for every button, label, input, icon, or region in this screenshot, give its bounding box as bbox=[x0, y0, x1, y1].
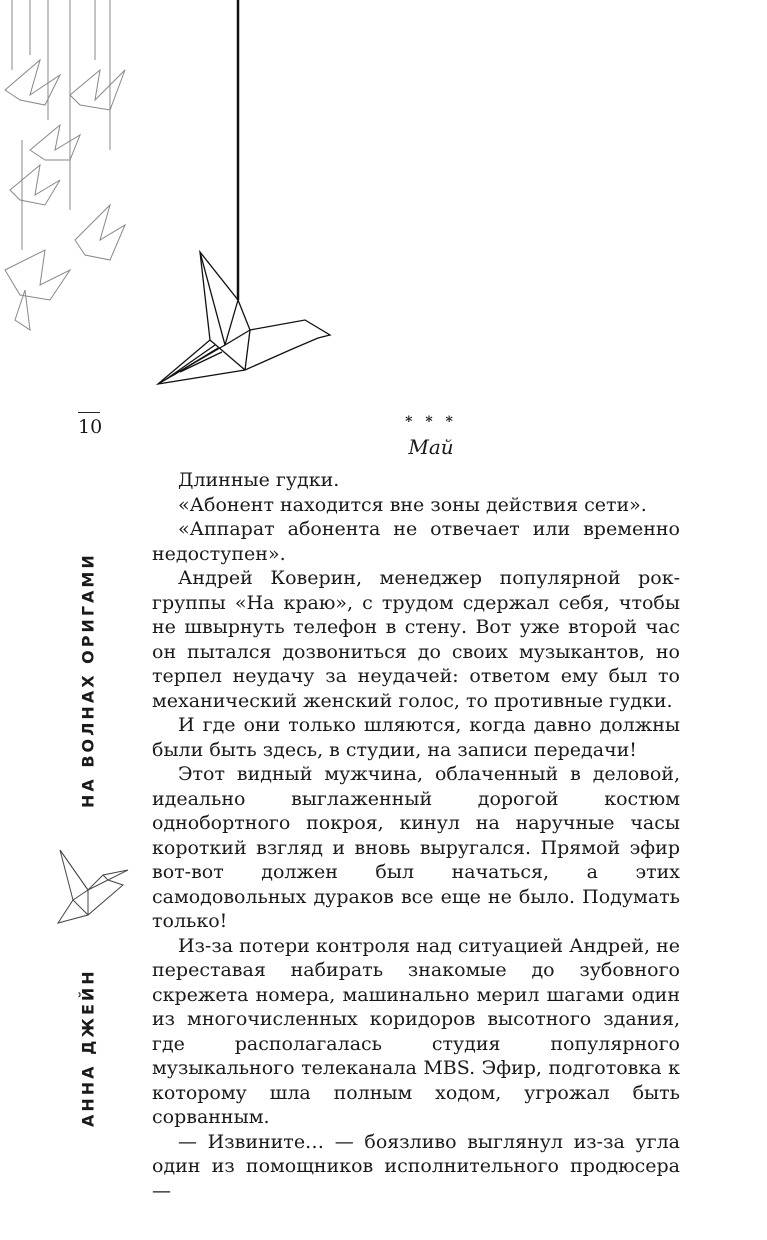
origami-crane-icon bbox=[48, 845, 138, 935]
running-author: АННА ДЖЕЙН bbox=[78, 968, 98, 1128]
paragraph: — Извините… — боязливо выглянул из-за угла один из помощников исполнительного продюсера — bbox=[152, 1130, 680, 1202]
paragraph: Длинные гудки. bbox=[178, 469, 340, 491]
paragraph: Этот видный мужчина, облаченный в деловой, идеально выглаженный дорогой костюм однобортного покроя, кинул на наручные часы короткий взгляд и вновь выругался. Прямой эфир вот-вот должен был начаться, а этих самодовольных дураков все еще не было. Подумать только! bbox=[152, 763, 680, 932]
running-title: НА ВОЛНАХ ОРИГАМИ bbox=[78, 552, 98, 808]
paragraph: Андрей Коверин, менеджер популярной рок-группы «На краю», с трудом сдержал себя, чтобы не швырнуть телефон в стену. Вот уже второй час он пытался дозвониться до своих музыкантов, но терпел неудачу за неудачей: ответом ему был то механический женский голос, то противные гудки. bbox=[152, 567, 680, 712]
origami-crane-icon bbox=[158, 0, 330, 384]
paragraph: «Абонент находится вне зоны действия сети». bbox=[178, 493, 647, 516]
paragraph: Из-за потери контроля над ситуацией Андрей, не переставая набирать знакомые до зубовного скрежета номера, машинально мерил шагами один из многочисленных коридоров высотного здания, где располагалась студия популярного музыкального телеканала MBS. Эфир, подготовка к которому шла полным ходом, угрожал быть сорванным. bbox=[152, 934, 680, 1128]
page-number: 10 bbox=[78, 412, 100, 439]
paragraph: «Аппарат абонента не отвечает или временно недоступен». bbox=[152, 518, 680, 565]
origami-crane-mobile-icon bbox=[5, 0, 125, 330]
chapter-title: Май bbox=[408, 435, 454, 459]
body-text bbox=[152, 412, 680, 1203]
origami-illustration bbox=[0, 0, 767, 400]
section-separator: * * * bbox=[405, 414, 457, 430]
paragraph: И где они только шляются, когда давно должны были быть здесь, в студии, на записи передачи! bbox=[152, 714, 680, 761]
